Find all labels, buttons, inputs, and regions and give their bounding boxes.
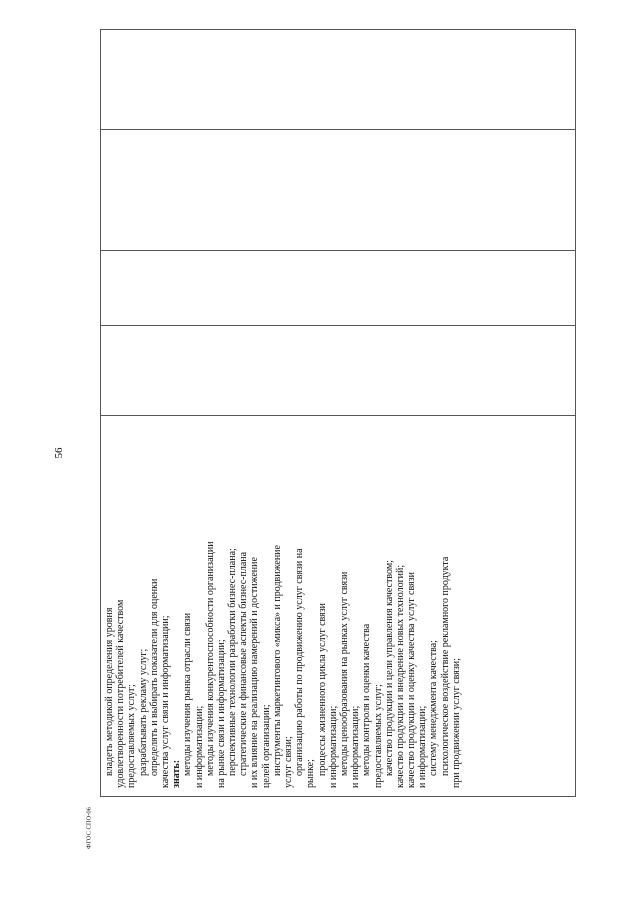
text-line: методы изучения рынка отрасли связи [182,612,194,776]
text-line: и их влияние на реализацию намерений и достижение [249,557,261,788]
text-line: рынке; [305,759,317,788]
content-text [101,416,462,796]
text-line: разрабатывать рекламу услуг; [137,648,149,776]
text-line: методы изучения конкурентоспособности организации [204,541,216,776]
text-line: процессы жизненного цикла услуг связи [316,603,328,776]
text-line: определять и выбирать показатели для оценки [148,578,160,776]
text-line: стратегические и финансовые аспекты бизнес-плана [238,551,250,776]
text-line: на рынке связи и информатизации; [215,639,227,788]
text-line: предоставляемых услуг; [372,684,384,788]
text-line: систему менеджмента качества; [428,640,440,776]
text-line: организацию работы по продвижению услуг связи на [294,548,306,776]
text-line: целей организации; [260,704,272,788]
text-line: услуг связи; [283,736,294,788]
text-line: при продвижении услуг связи; [450,658,462,788]
content-cell [101,416,576,797]
text-line: и информатизации; [193,705,205,788]
text-line: инструменты маркетингового «микса» и продвижение [271,545,283,776]
empty-cell [101,130,576,251]
empty-cell [101,251,576,326]
text-line: и информатизации; [350,705,362,788]
standards-table [100,29,576,797]
text-line: знать: [171,759,183,788]
rotated-table-page [100,35,576,797]
empty-cell [101,30,576,130]
text-line: психологическое воздействие рекламного продукта [439,556,451,776]
text-line: предоставляемых услуг; [126,684,138,788]
text-line: качества услуг связи и информатизации; [159,615,171,788]
footer-code: ФГОС СПО-06 [85,807,93,849]
text-line: качество продукции и оценку качества услуг связи [406,572,418,788]
text-line: качество продукции и внедрение новых технологий; [394,564,406,788]
text-line: владеть методикой определения уровня [104,607,115,776]
text-line: удовлетворенности потребителей качеством [115,599,127,788]
text-line: перспективные технологии разработки бизнес-плана; [227,548,239,776]
table-row [101,30,576,797]
text-line: и информатизации; [327,705,339,788]
text-line: и информатизации; [417,705,429,788]
empty-cell [101,326,576,416]
text-line: методы контроля и оценки качества [361,623,373,776]
text-line: методы ценообразования на рынках услуг связи [338,571,350,776]
page-number: 56 [53,447,65,459]
text-line: качество продукции и цели управления качеством; [383,560,395,776]
